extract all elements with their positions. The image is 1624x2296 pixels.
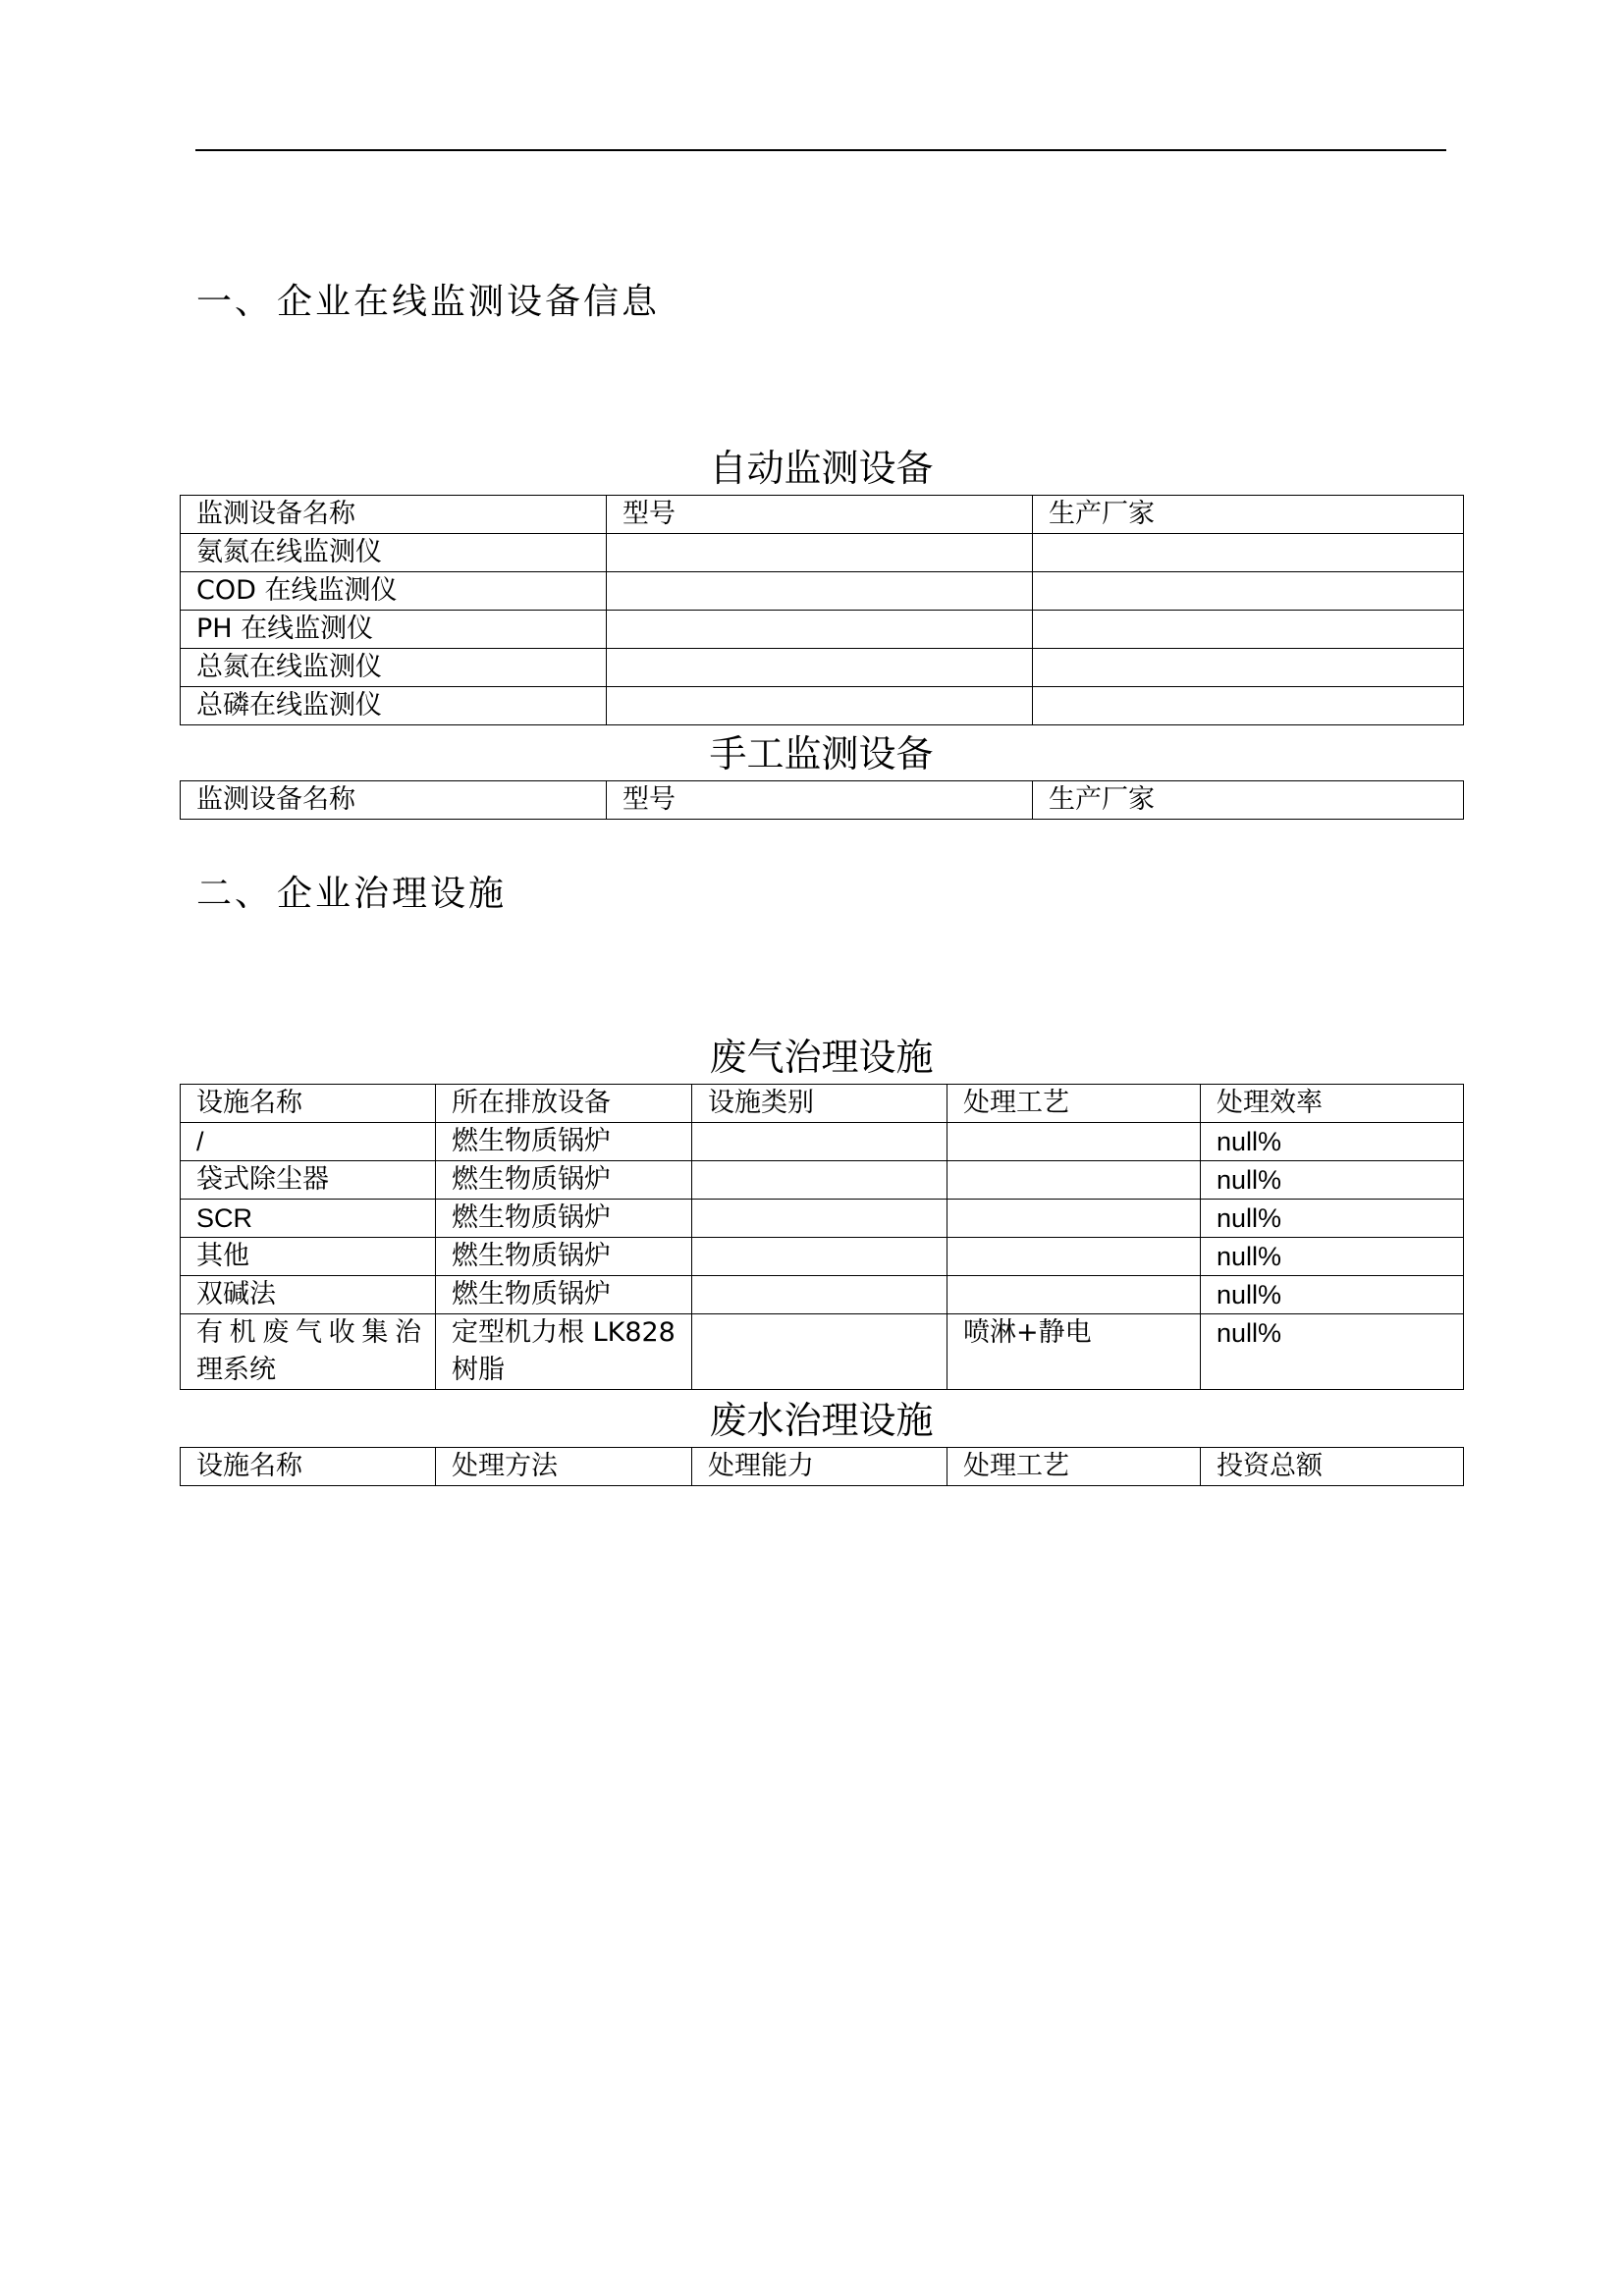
table-row	[181, 1200, 1464, 1238]
waste-water-table	[180, 1447, 1464, 1486]
table-cell	[947, 1276, 1201, 1314]
table-cell	[607, 649, 1033, 687]
table-row	[181, 1276, 1464, 1314]
header-cell: 生产厂家	[1033, 781, 1464, 820]
header-cell: 监测设备名称	[181, 496, 607, 534]
cell-line: 树脂	[452, 1355, 505, 1385]
table-cell	[1033, 687, 1464, 725]
header-cell: 投资总额	[1201, 1448, 1464, 1486]
table-cell	[692, 1276, 947, 1314]
cell-line: 有机废气收集治	[196, 1317, 421, 1348]
waste-gas-table	[180, 1084, 1464, 1390]
table-cell: 双碱法	[181, 1276, 436, 1314]
table-header-row	[181, 781, 1464, 820]
table-cell	[692, 1123, 947, 1161]
table-cell: null%	[1201, 1276, 1464, 1314]
table-cell	[947, 1123, 1201, 1161]
table-cell: 燃生物质锅炉	[436, 1238, 692, 1276]
table-cell	[607, 534, 1033, 572]
table-cell: PH 在线监测仪	[181, 611, 607, 649]
manual-monitor-caption: 手工监测设备	[709, 732, 934, 775]
cell-line: 理系统	[196, 1355, 276, 1385]
table-cell	[692, 1200, 947, 1238]
table-cell	[607, 611, 1033, 649]
section-heading-1	[196, 282, 661, 322]
table-header-row	[181, 1085, 1464, 1123]
table-row	[181, 649, 1464, 687]
table-cell	[607, 572, 1033, 611]
table-cell	[607, 687, 1033, 725]
table-row	[181, 1123, 1464, 1161]
table-row	[181, 1161, 1464, 1200]
auto-monitor-caption: 自动监测设备	[709, 447, 934, 490]
header-cell: 设施名称	[181, 1085, 436, 1123]
section-heading-2	[196, 874, 508, 914]
header-rule	[195, 149, 1446, 151]
table-row	[181, 572, 1464, 611]
table-cell: 喷淋+静电	[947, 1314, 1201, 1390]
header-cell: 处理工艺	[947, 1085, 1201, 1123]
table-cell: 燃生物质锅炉	[436, 1161, 692, 1200]
header-cell: 处理工艺	[947, 1448, 1201, 1486]
table-cell	[1033, 611, 1464, 649]
table-cell: 氨氮在线监测仪	[181, 534, 607, 572]
section-number: 一、	[196, 282, 274, 322]
table-row	[181, 1314, 1464, 1390]
table-cell	[1033, 649, 1464, 687]
table-cell: 其他	[181, 1238, 436, 1276]
table-cell	[947, 1238, 1201, 1276]
table-header-row	[181, 1448, 1464, 1486]
table-cell: 燃生物质锅炉	[436, 1200, 692, 1238]
auto-monitor-table	[180, 495, 1464, 725]
waste-gas-caption: 废气治理设施	[709, 1036, 934, 1079]
section-title: 企业治理设施	[277, 874, 508, 914]
table-cell: null%	[1201, 1200, 1464, 1238]
table-cell: 燃生物质锅炉	[436, 1123, 692, 1161]
table-cell	[436, 1314, 692, 1390]
table-cell	[1033, 534, 1464, 572]
cell-line: 定型机力根 LK828	[452, 1317, 676, 1348]
table-row	[181, 687, 1464, 725]
table-cell: null%	[1201, 1314, 1464, 1390]
table-cell	[692, 1161, 947, 1200]
table-cell	[947, 1200, 1201, 1238]
table-cell: COD 在线监测仪	[181, 572, 607, 611]
table-cell: null%	[1201, 1238, 1464, 1276]
header-cell: 处理能力	[692, 1448, 947, 1486]
header-cell: 生产厂家	[1033, 496, 1464, 534]
header-cell: 型号	[607, 781, 1033, 820]
table-cell: 总氮在线监测仪	[181, 649, 607, 687]
table-cell	[181, 1314, 436, 1390]
section-number: 二、	[196, 874, 274, 914]
table-cell: 袋式除尘器	[181, 1161, 436, 1200]
header-cell: 处理方法	[436, 1448, 692, 1486]
table-cell: SCR	[181, 1200, 436, 1238]
table-cell: null%	[1201, 1123, 1464, 1161]
table-cell	[947, 1161, 1201, 1200]
table-cell: null%	[1201, 1161, 1464, 1200]
table-cell	[692, 1238, 947, 1276]
header-cell: 设施名称	[181, 1448, 436, 1486]
table-cell	[692, 1314, 947, 1390]
table-header-row	[181, 496, 1464, 534]
table-cell: 总磷在线监测仪	[181, 687, 607, 725]
header-cell: 处理效率	[1201, 1085, 1464, 1123]
waste-water-caption: 废水治理设施	[709, 1399, 934, 1442]
section-title: 企业在线监测设备信息	[277, 282, 661, 322]
table-row	[181, 534, 1464, 572]
table-row	[181, 611, 1464, 649]
header-cell: 监测设备名称	[181, 781, 607, 820]
table-cell: 燃生物质锅炉	[436, 1276, 692, 1314]
header-cell: 所在排放设备	[436, 1085, 692, 1123]
table-cell: /	[181, 1123, 436, 1161]
table-row	[181, 1238, 1464, 1276]
manual-monitor-table	[180, 780, 1464, 820]
header-cell: 设施类别	[692, 1085, 947, 1123]
header-cell: 型号	[607, 496, 1033, 534]
table-cell	[1033, 572, 1464, 611]
